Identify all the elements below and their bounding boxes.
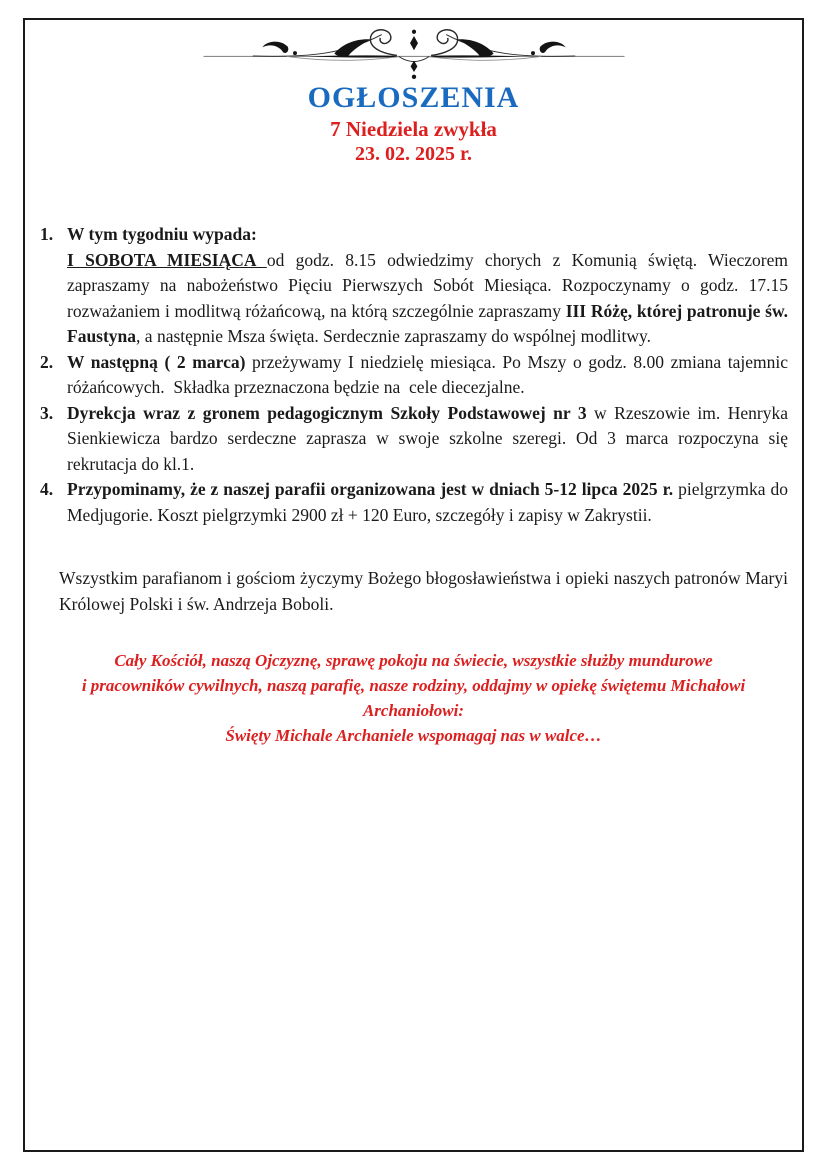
flourish-divider-icon [189,27,639,82]
announcement-item [40,222,793,350]
announcement-text-segment: w Rzeszowie im. Henryka Sienkiewicza bardzo serdeczne zaprasza w swoje szkolne szeregi. Od 3 marca rozpoczyna się rekrutacja do kl.1. [67,402,793,474]
header-ornament [25,27,802,83]
prayer-line: Święty Michale Archaniele wspomagaj nas w walce… [225,726,602,745]
page-title: OGŁOSZENIA [307,81,520,114]
announcement-number: 2. [40,351,54,372]
announcement-text-segment: pielgrzymka do Medjugorie. Koszt pielgrzymki 2900 zł + 120 Euro, szczegóły i zapisy w Zakrystii. [67,479,793,525]
prayer-text [25,648,802,748]
date-line: 23. 02. 2025 r. [354,143,473,165]
closing-paragraph: Wszystkim parafianom i gościom życzymy Bożego błogosławieństwa i opieki naszych patronów Maryi Królowej Polski i św. Andrzeja Boboli. [59,568,793,614]
prayer-line: i pracowników cywilnych, naszą parafię, nasze rodziny, oddajmy w opiekę świętemu Michałowi [81,676,746,695]
announcement-text-segment: przeżywamy I niedzielę miesiąca. Po Mszy o godz. 8.00 zmiana tajemnic różańcowych. Składka przeznaczona będzie na cele diecezjalne. [67,351,793,397]
announcement-text-segment: W następną ( 2 marca) [67,351,246,372]
announcement-text-segment: , a następnie Msza święta. Serdecznie zapraszamy do wspólnej modlitwy. [136,326,651,346]
announcement-item [40,477,793,528]
announcement-text-segment: III Różę, której patronuje św. Faustyna [67,300,793,346]
announcement-number: 4. [40,479,54,499]
document-page [23,18,804,1152]
prayer-line: Archaniołowi: [362,701,465,720]
announcement-item [40,401,793,478]
announcement-list [25,222,802,528]
prayer-line: Cały Kościół, naszą Ojczyznę, sprawę pokoju na świecie, wszystkie służby mundurowe [114,651,713,670]
announcement-text-segment: I SOBOTA MIESIĄCA [67,249,267,270]
announcement-number: 3. [40,402,54,423]
announcement-text-segment: Dyrekcja wraz z gronem pedagogicznym Szkoły Podstawowej nr 3 [67,402,587,423]
announcement-text-segment: od godz. 8.15 odwiedzimy chorych z Komunią świętą. Wieczorem zapraszamy na nabożeństwo Pięciu Pierwszych Sobót Miesiąca. Rozpoczynamy o godz. 17.15 rozważaniem i modlitwą różańcową, na którą szczególnie zapraszamy [67,249,793,321]
announcement-number: 1. [40,224,54,244]
announcement-item [40,350,793,401]
subtitle: 7 Niedziela zwykła [330,117,497,141]
announcement-text-segment: W tym tygodniu wypada: [67,224,257,244]
announcement-text-segment: Przypominamy, że z naszej parafii organizowana jest w dniach 5-12 lipca 2025 r. [67,479,674,499]
